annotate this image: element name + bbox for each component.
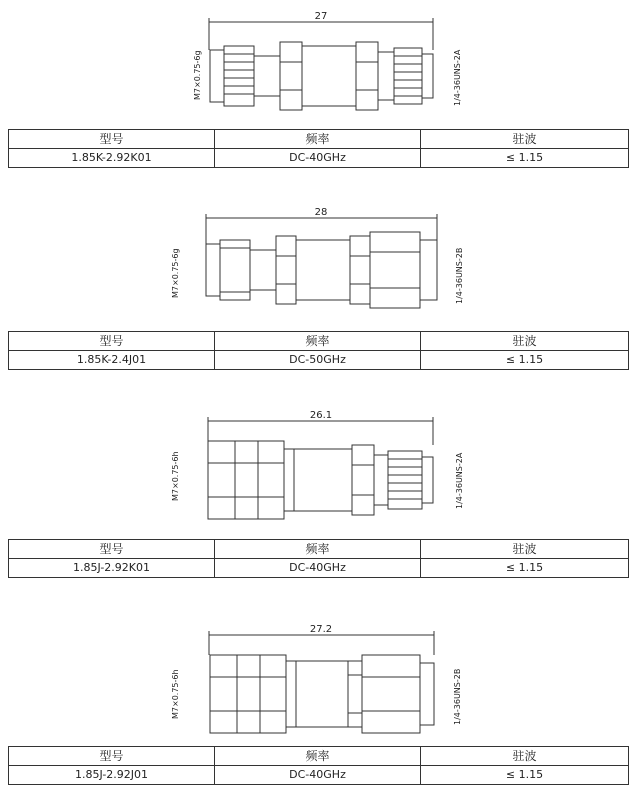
table-header-row [9,540,629,559]
cell-vswr: ≤ 1.15 [421,559,629,578]
cell-model: 1.85K-2.4J01 [9,351,215,370]
left-thread-label: M7×0.75-6g [171,248,180,298]
header-frequency: 频率 [215,130,421,149]
product-block-4 [0,615,636,795]
table-header-row [9,747,629,766]
header-frequency: 频率 [215,747,421,766]
cell-vswr: ≤ 1.15 [421,351,629,370]
table-header-row [9,332,629,351]
cell-frequency: DC-40GHz [215,559,421,578]
right-thread-label: 1/4-36UNS-2B [453,668,462,725]
connector-drawing-3 [0,405,636,533]
left-thread-label: M7×0.75-6h [171,451,180,501]
table-row [9,351,629,370]
table-row [9,766,629,785]
dimension-label: 27 [314,11,328,22]
spec-table [8,331,629,370]
spec-table [8,129,629,168]
table-row [9,149,629,168]
cell-vswr: ≤ 1.15 [421,766,629,785]
connector-drawing-4 [0,615,636,743]
cell-model: 1.85J-2.92J01 [9,766,215,785]
header-frequency: 频率 [215,540,421,559]
header-model: 型号 [9,540,215,559]
header-vswr: 驻波 [421,332,629,351]
left-thread-label: M7×0.75-6g [193,50,202,100]
dimension-label: 26.1 [309,410,333,421]
right-thread-label: 1/4-36UNS-2A [455,452,464,509]
header-model: 型号 [9,747,215,766]
header-vswr: 驻波 [421,540,629,559]
cell-vswr: ≤ 1.15 [421,149,629,168]
cell-model: 1.85J-2.92K01 [9,559,215,578]
connector-drawing-1 [0,0,636,125]
cell-frequency: DC-40GHz [215,149,421,168]
left-thread-label: M7×0.75-6h [171,669,180,719]
product-block-1 [0,0,636,170]
cell-frequency: DC-50GHz [215,351,421,370]
product-block-3 [0,405,636,580]
dimension-label: 28 [314,207,328,218]
product-block-2 [0,200,636,375]
header-model: 型号 [9,332,215,351]
right-thread-label: 1/4-36UNS-2A [453,49,462,106]
table-header-row [9,130,629,149]
right-thread-label: 1/4-36UNS-2B [455,247,464,304]
header-frequency: 频率 [215,332,421,351]
header-vswr: 驻波 [421,747,629,766]
table-row [9,559,629,578]
cell-frequency: DC-40GHz [215,766,421,785]
spec-table [8,539,629,578]
connector-drawing-2 [0,200,636,328]
header-vswr: 驻波 [421,130,629,149]
dimension-label: 27.2 [309,624,333,635]
header-model: 型号 [9,130,215,149]
cell-model: 1.85K-2.92K01 [9,149,215,168]
spec-table [8,746,629,785]
